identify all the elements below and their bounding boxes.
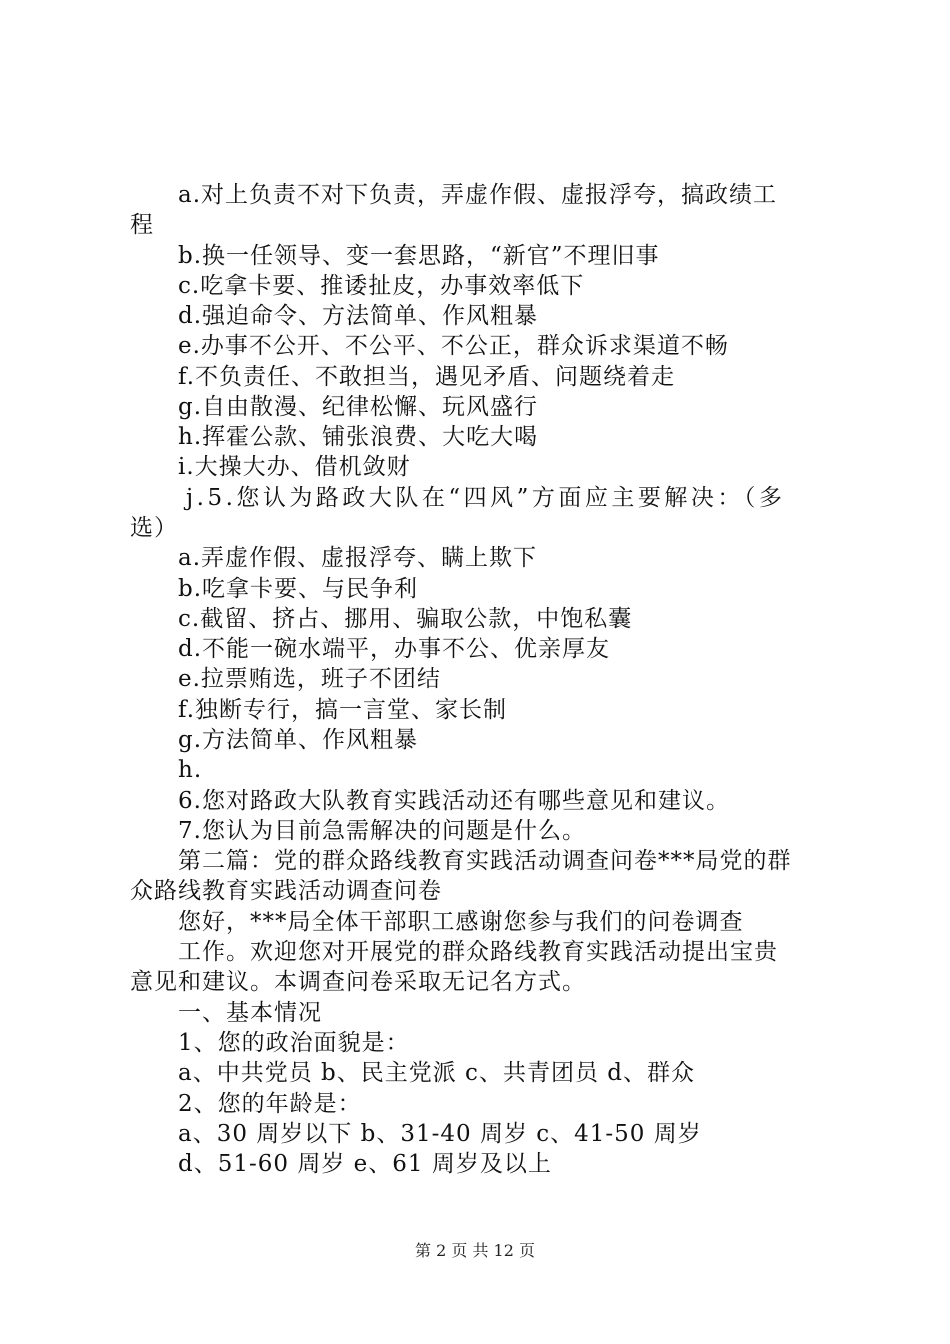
option-a-line-1: a.对上负责不对下负责，弄虚作假、虚报浮夸，搞政绩工 xyxy=(178,182,778,208)
age-options-line-2: d、51-60 周岁 e、61 周岁及以上 xyxy=(178,1151,552,1177)
option-e: e.办事不公开、不公平、不公正，群众诉求渠道不畅 xyxy=(178,333,729,359)
option-c: c.吃拿卡要、推诿扯皮，办事效率低下 xyxy=(178,273,585,299)
greeting-line: 您好，***局全体干部职工感谢您参与我们的问卷调查 xyxy=(178,909,744,935)
question-political-status: 1、您的政治面貌是： xyxy=(178,1030,410,1056)
q5-option-a: a.弄虚作假、虚报浮夸、瞒上欺下 xyxy=(178,545,538,571)
age-options-line-1: a、30 周岁以下 b、31-40 周岁 c、41-50 周岁 xyxy=(178,1121,702,1147)
intro-line-2: 意见和建议。本调查问卷采取无记名方式。 xyxy=(130,969,586,995)
q5-option-e: e.拉票贿选，班子不团结 xyxy=(178,666,441,692)
question-age: 2、您的年龄是： xyxy=(178,1091,362,1117)
political-status-options: a、中共党员 b、民主党派 c、共青团员 d、群众 xyxy=(178,1060,695,1086)
q5-option-c: c.截留、挤占、挪用、骗取公款，中饱私囊 xyxy=(178,606,633,632)
q5-option-d: d.不能一碗水端平，办事不公、优亲厚友 xyxy=(178,636,611,662)
option-i: i.大操大办、借机敛财 xyxy=(178,454,411,480)
intro-line-1: 工作。欢迎您对开展党的群众路线教育实践活动提出宝贵 xyxy=(178,939,778,965)
q5-option-h: h. xyxy=(178,757,203,783)
q5-option-b: b.吃拿卡要、与民争利 xyxy=(178,576,419,602)
question-5-line-2: 选） xyxy=(130,515,178,541)
question-5-line-1: j.5.您认为路政大队在“四风”方面应主要解决：（多 xyxy=(186,485,786,511)
page-footer: 第 2 页 共 12 页 xyxy=(415,1241,535,1260)
option-g: g.自由散漫、纪律松懈、玩风盛行 xyxy=(178,394,539,420)
section-title-line-2: 众路线教育实践活动调查问卷 xyxy=(130,878,442,904)
option-b: b.换一任领导、变一套思路，“新官”不理旧事 xyxy=(178,243,660,269)
question-7: 7.您认为目前急需解决的问题是什么。 xyxy=(178,818,586,844)
option-a-line-2: 程 xyxy=(130,212,154,238)
basic-info-heading: 一、基本情况 xyxy=(178,1000,322,1026)
option-d: d.强迫命令、方法简单、作风粗暴 xyxy=(178,303,539,329)
q5-option-g: g.方法简单、作风粗暴 xyxy=(178,727,419,753)
q5-option-f: f.独断专行，搞一言堂、家长制 xyxy=(178,697,508,723)
option-h: h.挥霍公款、铺张浪费、大吃大喝 xyxy=(178,424,539,450)
question-6: 6.您对路政大队教育实践活动还有哪些意见和建议。 xyxy=(178,788,730,814)
section-title-line-1: 第二篇：党的群众路线教育实践活动调查问卷***局党的群 xyxy=(178,848,792,874)
option-f: f.不负责任、不敢担当，遇见矛盾、问题绕着走 xyxy=(178,364,676,390)
